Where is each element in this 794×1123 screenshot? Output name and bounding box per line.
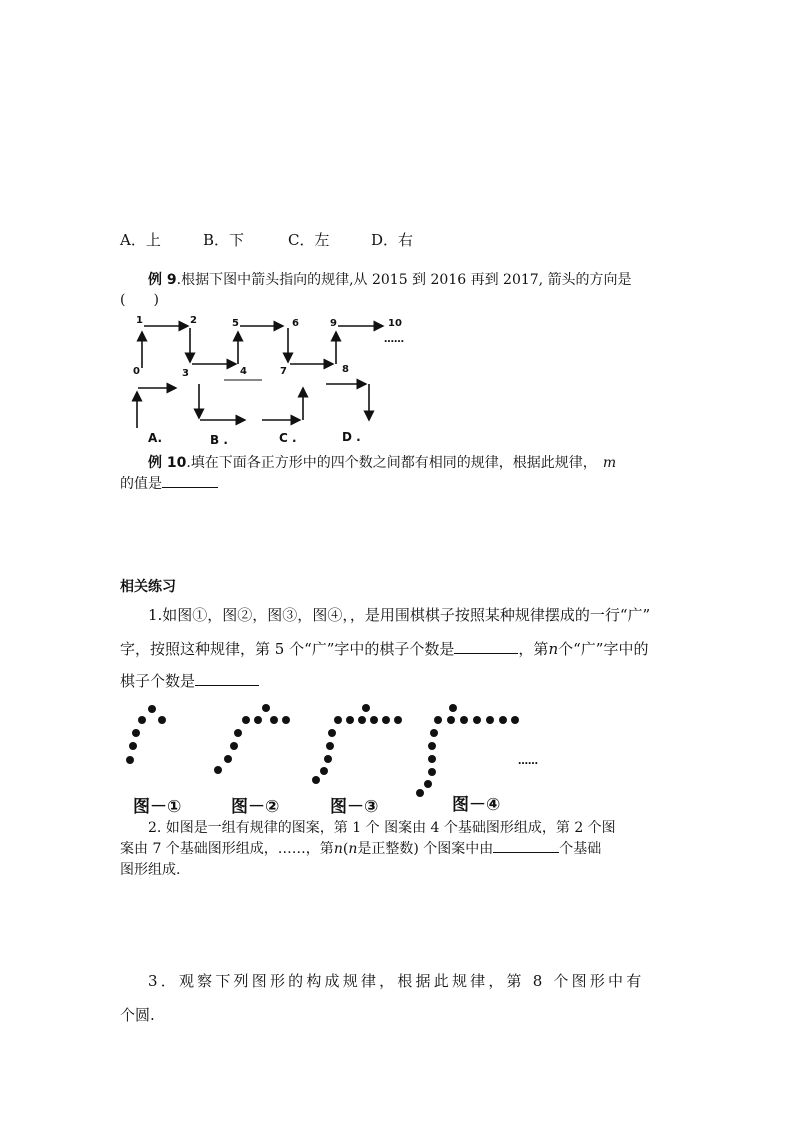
q1-var-n: n <box>548 640 559 658</box>
node-label-9: 9 <box>330 318 337 329</box>
option-label-c: C . <box>279 431 297 445</box>
option-label-a: A. <box>148 431 163 445</box>
q1-line3 <box>120 670 259 691</box>
example-10-var: m <box>602 455 617 471</box>
node-label-6: 6 <box>292 318 299 329</box>
caption-fig-1: 图－① <box>133 797 182 817</box>
choice-d: D．右 <box>371 231 414 249</box>
node-label-2: 2 <box>190 315 197 326</box>
example-9-text <box>148 269 632 289</box>
caption-fig-2: 图－② <box>231 797 280 817</box>
option-label-b: B . <box>210 433 228 447</box>
node-label-1: 1 <box>136 315 143 326</box>
example-10-label: 例 10 <box>148 455 187 471</box>
example-10-text <box>148 452 616 472</box>
q1-line2 <box>120 638 648 659</box>
example-9-label: 例 9 <box>148 272 177 288</box>
example-10-tail: 的值是 <box>120 476 162 492</box>
q2-line1: 2. 如图是一组有规律的图案，第 1 个 图案由 4 个基础图形组成，第 2 个图 <box>148 820 616 836</box>
node-label-0: 0 <box>133 366 140 377</box>
example-9-paren: ( ) <box>120 292 159 308</box>
figure-ellipsis: …… <box>384 334 404 345</box>
answer-blank <box>162 473 218 488</box>
node-label-3: 3 <box>182 368 189 379</box>
node-label-4: 4 <box>240 366 247 377</box>
node-label-5: 5 <box>232 318 239 329</box>
caption-fig-4: 图－④ <box>452 795 501 815</box>
example-9-question: .根据下图中箭头指向的规律,从 2015 到 2016 再到 2017, 箭头的方向是 <box>176 272 632 288</box>
example-10-question: .填在下面各正方形中的四个数之间都有相同的规律，根据此规律， <box>186 455 597 471</box>
q3-line1: 3．观察下列图形的构成规律，根据此规律，第 8 个图形中有 <box>148 972 645 990</box>
choice-b: B．下 <box>203 231 245 249</box>
caption-fig-3: 图－③ <box>330 797 379 817</box>
q1-blank-2 <box>195 671 259 686</box>
node-label-7: 7 <box>280 366 287 377</box>
q2-line2-d: 个基础 <box>559 841 602 857</box>
example-10-line2 <box>120 473 218 493</box>
node-label-8: 8 <box>342 364 349 375</box>
answer-options-figure <box>128 380 388 447</box>
q1-line2-b: ，第 <box>518 640 549 658</box>
q2-line2-c: 是正整数) 个图案中由 <box>357 841 494 857</box>
q2-line3: 图形组成. <box>120 862 181 878</box>
q2-var-n: n <box>333 841 343 857</box>
figure-row-ellipsis: …… <box>518 756 538 767</box>
q3-line2: 个圆. <box>120 1006 155 1024</box>
q2-var-n2: n <box>348 841 358 857</box>
node-label-10: 10 <box>388 318 402 329</box>
q1-line3-text: 棋子个数是 <box>120 672 196 690</box>
q2-line2 <box>120 838 601 858</box>
q2-blank <box>493 838 559 853</box>
choice-c: C．左 <box>288 231 330 249</box>
q1-line2-c: 个“广”字中的 <box>558 640 649 658</box>
q1-line1: 1.如图①，图②，图③，图④，，是用围棋棋子按照某种规律摆成的一行“广” <box>148 606 651 624</box>
q1-blank-1 <box>454 639 518 654</box>
choice-a: A．上 <box>120 231 161 249</box>
q2-line2-b: ( <box>342 841 349 857</box>
q1-line2-a: 字，按照这种规律，第 5 个“广”字中的棋子个数是 <box>120 640 455 658</box>
option-label-d: D . <box>342 430 361 444</box>
section-heading: 相关练习 <box>120 579 176 595</box>
q2-line2-a: 案由 7 个基础图形组成，……，第 <box>120 841 334 857</box>
